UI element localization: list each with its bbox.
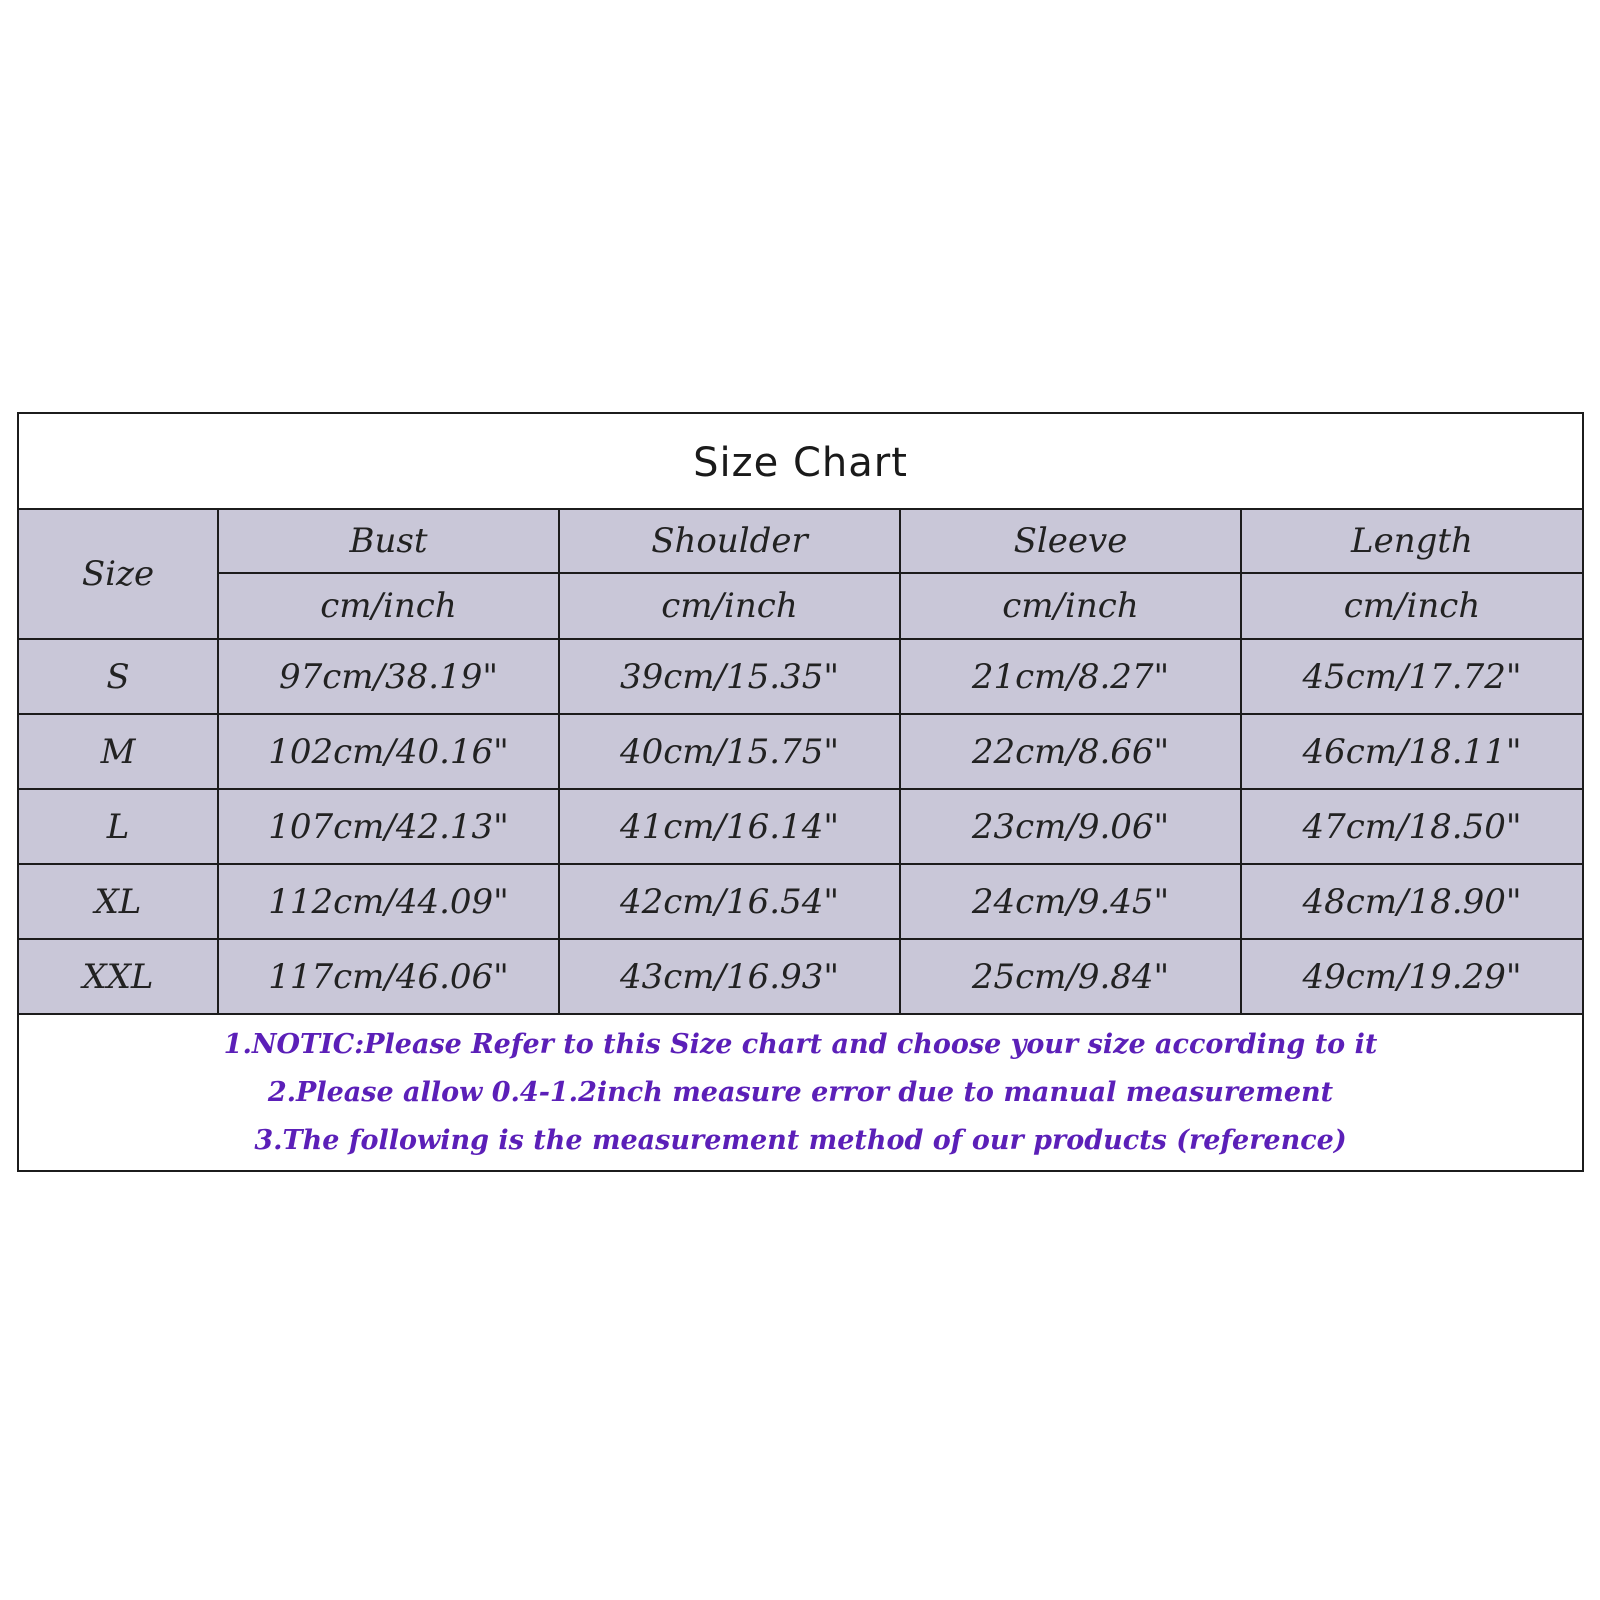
sleeve-cell: 25cm/9.84" — [900, 939, 1241, 1014]
bust-cell: 117cm/46.06" — [218, 939, 559, 1014]
table-row — [19, 639, 1582, 714]
shoulder-cell: 39cm/15.35" — [559, 639, 900, 714]
sleeve-cell: 22cm/8.66" — [900, 714, 1241, 789]
note-line: 2.Please allow 0.4-1.2inch measure error due to manual measurement — [267, 1077, 1334, 1108]
unit-label-sleeve: cm/inch — [900, 573, 1241, 639]
notes-section — [19, 1015, 1582, 1165]
unit-label-length: cm/inch — [1241, 573, 1582, 639]
column-header-shoulder: Shoulder — [559, 510, 900, 573]
size-cell: XL — [19, 864, 218, 939]
column-header-sleeve: Sleeve — [900, 510, 1241, 573]
note-line: 3.The following is the measurement method of our products (reference) — [254, 1125, 1347, 1156]
shoulder-cell: 42cm/16.54" — [559, 864, 900, 939]
size-cell: M — [19, 714, 218, 789]
title-bar — [19, 414, 1582, 510]
note-line: 1.NOTIC:Please Refer to this Size chart and choose your size according to it — [223, 1029, 1378, 1060]
shoulder-cell: 41cm/16.14" — [559, 789, 900, 864]
length-cell: 46cm/18.11" — [1241, 714, 1582, 789]
size-cell: L — [19, 789, 218, 864]
sleeve-cell: 24cm/9.45" — [900, 864, 1241, 939]
unit-label-bust: cm/inch — [218, 573, 559, 639]
page-title: Size Chart — [693, 440, 908, 486]
table-row — [19, 939, 1582, 1014]
unit-label-shoulder: cm/inch — [559, 573, 900, 639]
bust-cell: 102cm/40.16" — [218, 714, 559, 789]
shoulder-cell: 43cm/16.93" — [559, 939, 900, 1014]
table-row — [19, 714, 1582, 789]
bust-cell: 112cm/44.09" — [218, 864, 559, 939]
length-cell: 49cm/19.29" — [1241, 939, 1582, 1014]
size-cell: S — [19, 639, 218, 714]
table-row — [19, 789, 1582, 864]
size-cell: XXL — [19, 939, 218, 1014]
length-cell: 47cm/18.50" — [1241, 789, 1582, 864]
column-header-size: Size — [19, 510, 218, 639]
column-header-bust: Bust — [218, 510, 559, 573]
size-table — [19, 510, 1582, 1015]
length-cell: 45cm/17.72" — [1241, 639, 1582, 714]
sleeve-cell: 23cm/9.06" — [900, 789, 1241, 864]
bust-cell: 107cm/42.13" — [218, 789, 559, 864]
sleeve-cell: 21cm/8.27" — [900, 639, 1241, 714]
shoulder-cell: 40cm/15.75" — [559, 714, 900, 789]
header-row — [19, 510, 1582, 573]
length-cell: 48cm/18.90" — [1241, 864, 1582, 939]
column-header-length: Length — [1241, 510, 1582, 573]
bust-cell: 97cm/38.19" — [218, 639, 559, 714]
unit-row — [19, 573, 1582, 639]
table-row — [19, 864, 1582, 939]
size-chart — [17, 412, 1584, 1172]
